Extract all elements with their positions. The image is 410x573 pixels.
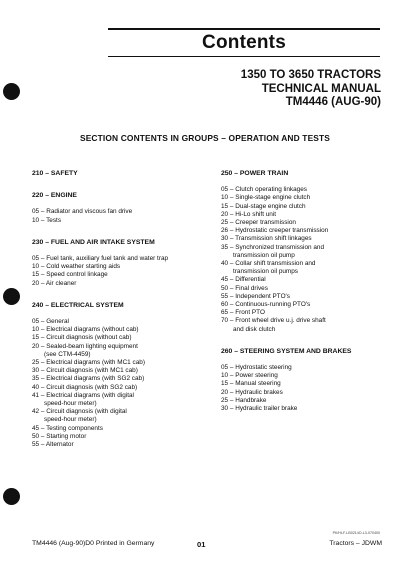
group-items <box>221 364 401 413</box>
contents-item: 55 – Independent PTO's <box>221 292 290 300</box>
footer-code: PK/HLF-LB0214O-L3-070400 <box>332 531 380 535</box>
contents-item: 10 – Tests <box>32 216 62 224</box>
contents-item: 05 – Hydrostatic steering <box>221 364 292 372</box>
header-bar <box>108 28 380 57</box>
contents-item: 65 – Front PTO <box>221 309 265 317</box>
page-number: 01 <box>197 540 206 549</box>
contents-group <box>32 239 212 288</box>
group-title: 260 – STEERING SYSTEM AND BRAKES <box>221 347 352 355</box>
contents-item: 05 – General <box>32 318 69 326</box>
contents-item: 40 – Collar shift transmission and <box>221 260 316 268</box>
binder-hole <box>3 288 20 305</box>
contents-item: 10 – Power steering <box>221 372 278 380</box>
contents-item: 10 – Single-stage engine clutch <box>221 194 311 202</box>
contents-item: 15 – Circuit diagnosis (without cab) <box>32 334 132 342</box>
contents-item: 30 – Circuit diagnosis (with MC1 cab) <box>32 367 138 375</box>
left-column <box>32 170 212 463</box>
contents-item: and disk clutch <box>233 325 276 333</box>
footer-manual-info: TM4446 (Aug-90)D0 Printed in Germany <box>32 540 155 547</box>
group-items <box>221 186 401 334</box>
section-heading: SECTION CONTENTS IN GROUPS – OPERATION AND TESTS <box>79 133 331 143</box>
group-items <box>32 318 212 449</box>
contents-group <box>32 170 212 178</box>
contents-item: transmission oil pumps <box>233 268 298 276</box>
contents-item: 50 – Final drives <box>221 284 268 292</box>
contents-item: 20 – Sealed-beam lighting equipment <box>32 342 138 350</box>
contents-item: 20 – Hi-Lo shift unit <box>221 210 277 218</box>
contents-item: 05 – Clutch operating linkages <box>221 186 307 194</box>
contents-item: (see CTM-4459) <box>44 350 91 358</box>
contents-item: 15 – Manual steering <box>221 380 281 388</box>
contents-item: 55 – Alternator <box>32 441 74 449</box>
contents-item: 45 – Testing components <box>32 424 103 432</box>
contents-item: 26 – Hydrostatic creeper transmission <box>221 227 329 235</box>
group-title: 240 – ELECTRICAL SYSTEM <box>32 301 124 309</box>
contents-item: 30 – Hydraulic trailer brake <box>221 405 298 413</box>
contents-item: speed-hour meter) <box>44 416 97 424</box>
contents-item: 60 – Continuous-running PTO's <box>221 301 311 309</box>
contents-group <box>221 348 401 413</box>
manual-title-block <box>241 69 381 110</box>
contents-item: 15 – Dual-stage engine clutch <box>221 202 306 210</box>
binder-hole <box>3 83 20 100</box>
contents-item: 42 – Circuit diagnosis (with digital <box>32 408 127 416</box>
page-title: Contents <box>202 32 286 53</box>
contents-group <box>221 170 401 334</box>
contents-item: 10 – Electrical diagrams (without cab) <box>32 326 139 334</box>
contents-item: 15 – Speed control linkage <box>32 271 108 279</box>
contents-item: 25 – Electrical diagrams (with MC1 cab) <box>32 359 145 367</box>
manual-title-line: TECHNICAL MANUAL <box>261 82 381 95</box>
contents-item: 25 – Creeper transmission <box>221 219 296 227</box>
contents-item: 40 – Circuit diagnosis (with SG2 cab) <box>32 383 138 391</box>
manual-title-line: 1350 TO 3650 TRACTORS <box>240 69 381 81</box>
contents-item: 25 – Handbrake <box>221 396 267 404</box>
binder-hole <box>3 488 20 505</box>
contents-item: 41 – Electrical diagrams (with digital <box>32 391 134 399</box>
contents-item: transmission oil pump <box>233 251 295 259</box>
group-items <box>32 255 212 288</box>
group-items <box>32 208 212 224</box>
manual-title-line: TM4446 (AUG-90) <box>285 96 381 108</box>
contents-item: 05 – Fuel tank, auxiliary fuel tank and water trap <box>32 255 169 263</box>
contents-item: 05 – Radiator and viscous fan drive <box>32 208 133 216</box>
contents-item: 20 – Air cleaner <box>32 279 77 287</box>
contents-item: 50 – Starting motor <box>32 432 87 440</box>
contents-item: 35 – Synchronized transmission and <box>221 243 325 251</box>
group-title: 230 – FUEL AND AIR INTAKE SYSTEM <box>32 238 155 246</box>
group-title: 210 – SAFETY <box>32 170 78 177</box>
footer-product: Tractors – JDWM <box>329 540 382 547</box>
group-title: 250 – POWER TRAIN <box>221 170 289 177</box>
contents-item: 20 – Hydraulic brakes <box>221 388 283 396</box>
contents-group <box>32 302 212 449</box>
contents-item: 10 – Cold weather starting aids <box>32 263 121 271</box>
contents-item: 70 – Front wheel drive u.j. drive shaft <box>221 317 326 325</box>
contents-item: 45 – Differential <box>221 276 266 284</box>
contents-group <box>32 192 212 225</box>
group-title: 220 – ENGINE <box>32 192 77 200</box>
right-column <box>221 170 401 427</box>
contents-item: 35 – Electrical diagrams (with SG2 cab) <box>32 375 145 383</box>
contents-item: speed-hour meter) <box>44 400 97 408</box>
contents-item: 30 – Transmission shift linkages <box>221 235 312 243</box>
